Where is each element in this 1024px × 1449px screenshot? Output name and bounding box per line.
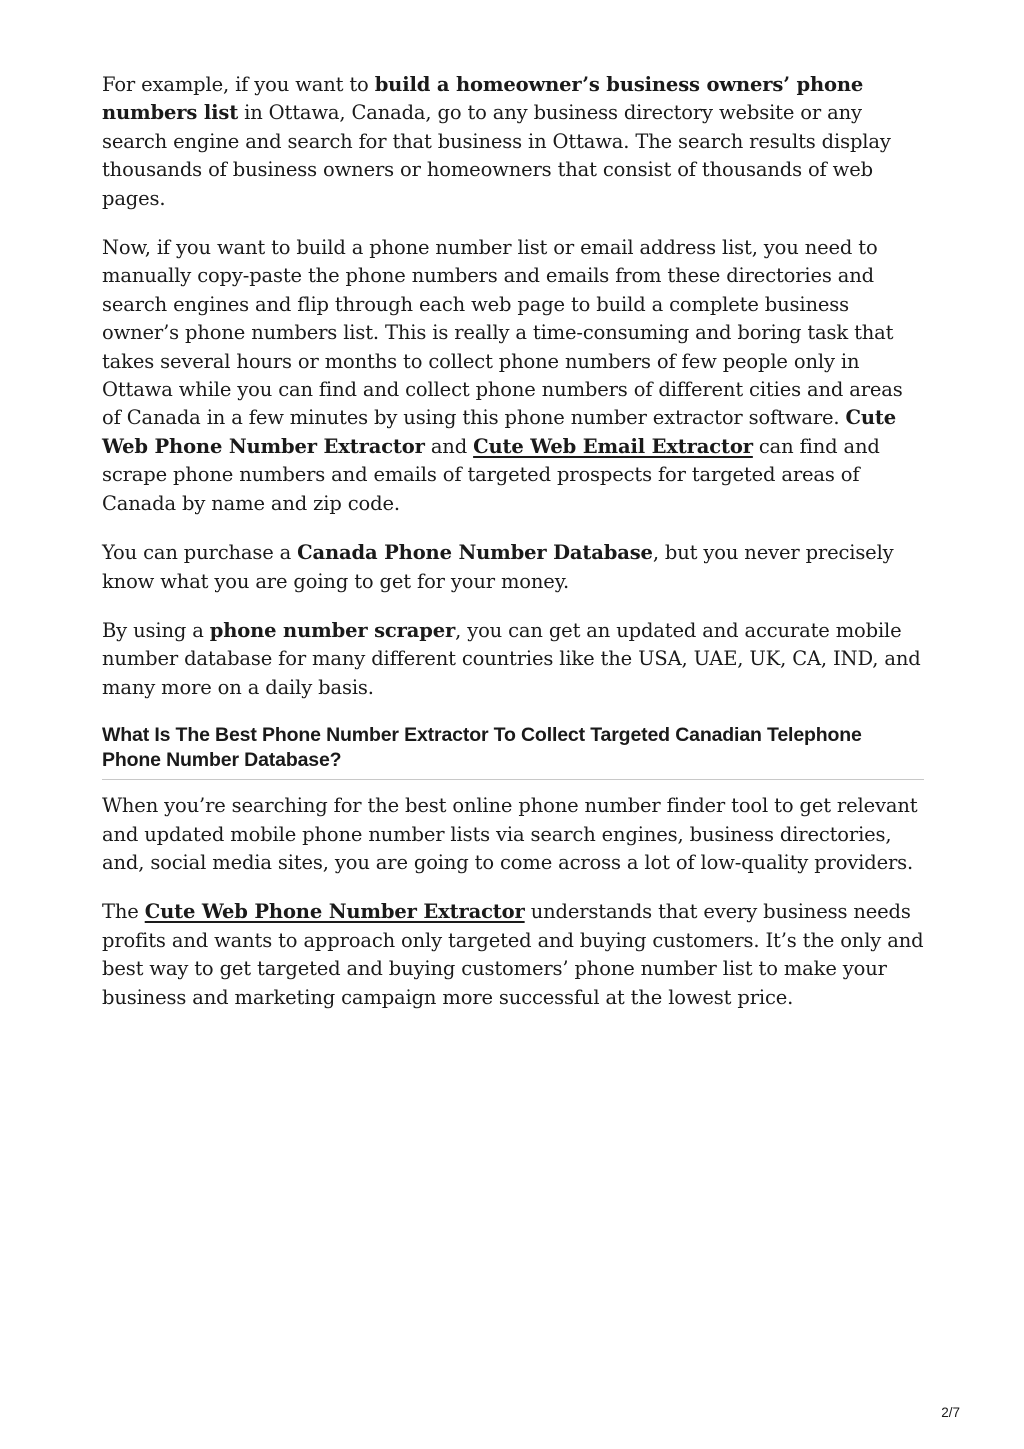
cute-web-email-extractor-link[interactable]: Cute Web Email Extractor	[473, 434, 753, 458]
document-body	[102, 71, 924, 1033]
bold-text: Cute Web Phone Number Extractor	[102, 406, 897, 458]
text-run: in Ottawa, Canada, go to any business directory website or any search engine and search for that business in Ottawa. The search results display thousands of business owners or homeowners that consist of thousands of web pages.	[102, 101, 891, 210]
bold-text: Canada Phone Number Database	[297, 541, 653, 565]
text-run: , you can get an updated and accurate mobile number database for many different countries like the USA, UAE, UK, CA, IND, and many more on a daily basis.	[102, 618, 921, 699]
paragraph-5	[102, 792, 924, 877]
text-run: , but you never precisely know what you are going to get for your money.	[102, 541, 894, 593]
section-heading: What Is The Best Phone Number Extractor To Collect Targeted Canadian Telephone Phone Number Database?	[102, 723, 924, 780]
text-run: understands that every business needs profits and wants to approach only targeted and buying customers. It’s the only and best way to get targeted and buying customers’ phone number list to make your business and marketing campaign more successful at the lowest price.	[102, 900, 924, 1009]
text-run: The	[102, 900, 145, 924]
page-number: 2/7	[941, 1405, 960, 1420]
cute-web-phone-number-extractor-link[interactable]: Cute Web Phone Number Extractor	[144, 900, 525, 924]
text-run: and	[424, 434, 474, 458]
text-run: By using a	[102, 618, 210, 642]
paragraph-4	[102, 617, 924, 702]
text-run: You can purchase a	[102, 541, 298, 565]
paragraph-1	[102, 71, 924, 213]
paragraph-2	[102, 234, 924, 518]
text-run: can find and scrape phone numbers and emails of targeted prospects for targeted areas of Canada by name and zip code.	[102, 434, 880, 515]
paragraph-6	[102, 898, 924, 1012]
paragraph-3	[102, 539, 924, 596]
text-run: For example, if you want to	[102, 73, 375, 96]
text-run: Now, if you want to build a phone number list or email address list, you need to manually copy-paste the phone numbers and emails from these directories and search engines and flip through each web page to build a complete business owner’s phone numbers list. This is really a time-consuming and boring task that takes several hours or months to collect phone numbers of few people only in Ottawa while you can find and collect phone numbers of different cities and areas of Canada in a few minutes by using this phone number extractor software.	[102, 236, 903, 430]
text-run: When you’re searching for the best online phone number finder tool to get relevant and updated mobile phone number lists via search engines, business directories, and, social media sites, you are going to come across a lot of low-quality providers.	[102, 794, 918, 874]
bold-text: build a homeowner’s business owners’ phone numbers list	[102, 73, 864, 125]
bold-text: phone number scraper	[209, 618, 456, 642]
